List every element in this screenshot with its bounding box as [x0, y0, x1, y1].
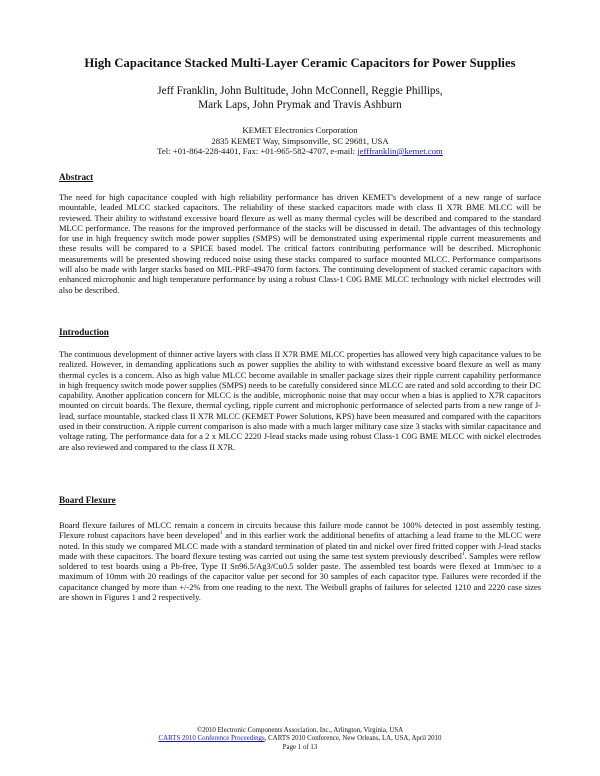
footer-copyright: ©2010 Electronic Components Association, Inc., Arlington, Virginia, USA	[196, 727, 404, 734]
page-footer	[0, 727, 600, 752]
abstract-text: The need for high capacitance coupled with high reliability performance has driven KEMET's development of a new range of surface mountable, leaded MLCC stacked capacitors. The reliability of these stacked capacitors made with class II X7R BME MLCC will be reviewed. Their ability to withstand excessive board flexure as well as many thermal cycles will be described and compared to the standard MLCC performance. The reasons for the improved performance of the stacks will be discussed in detail. The advantages of this technology for use in high frequency switch mode power supplies (SMPS) will be demonstrated using experimental ripple current measurements and these results will be compared to a SPICE based model. The critical factors contributing performance will be described. Microphonic measurements will be presented showing reduced noise using these stacks compared to surface mounted MLCC. Performance comparisons will also be made with larger stacks based on MIL-PRF-49470 form factors. The continuing development of stacked ceramic capacitors with enhanced microphonic and high temperature performance by using a robust Class-1 C0G BME MLCC technology with nickel electrodes will also be described.	[59, 192, 541, 295]
flexure-text-part-1: Board flexure failures of MLCC remain a concern in circuits because this failure mode cannot be 100% detected in post assembly testing. Flexure robust capacitors have been developed	[59, 520, 541, 541]
abstract-heading: Abstract	[59, 172, 94, 182]
introduction-heading: Introduction	[59, 327, 109, 337]
email-link[interactable]: jefffranklin@kemet.com	[357, 146, 443, 156]
reference-marker: 1	[461, 551, 465, 558]
author-list	[0, 84, 600, 112]
board-flexure-heading: Board Flexure	[59, 495, 116, 505]
introduction-text: The continuous development of thinner active layers with class II X7R BME MLCC properties has allowed very high capacitance values to be realized. However, in demanding applications such as power supplies the ability to with withstand excessive board flexure as well as many thermal cycles is a concern. Also as high value MLCC become available in smaller package sizes their ripple current capability performance in high frequency switch mode power supplies (SMPS) needs to be carefully considered since MLCC are rated and sold according to their DC capability. Another application concern for MLCC is the audible, microphonic noise that may occur when a bias is applied to X7R capacitors mounted on circuit boards. The flexure, thermal cycling, ripple current and microphonic performance of selected parts from a new range of J-lead, surface mountable, stacked class II X7R MLCC (KEMET Power Solutions, KPS) have been measured and compared with the capacitors used in their construction. A ripple current comparison is also made with a much larger military case size 3 stacks with similar capacitance and voltage rating. The performance data for a 2 x MLCC 2220 J-lead stacks made using robust Class-1 C0G BME MLCC with nickel electrodes are also reviewed and compared to the class II X7R.	[59, 349, 541, 452]
board-flexure-text	[59, 520, 541, 602]
authors-line-1: Jeff Franklin, John Bultitude, John McConnell, Reggie Phillips,	[157, 85, 443, 97]
reference-marker: 1	[219, 530, 223, 537]
flexure-text-part-2: and in this earlier work the additional benefits of attaching a lead frame to the MLCC were noted. In this study we compared MLCC made with a standard termination of plated tin and nickel over fired fritted copper with J-lead stacks made with these capacitors. The board flexure testing was carried out using the same test system previously described	[59, 530, 541, 561]
affiliation-org: KEMET Electronics Corporation	[242, 125, 358, 135]
page-number: Page 1 of 13	[282, 743, 318, 751]
affiliation-contact	[0, 146, 600, 157]
contact-phone-fax: Tel: +01-864-228-4401, Fax: +01-965-582-4707, e-mail:	[157, 146, 358, 156]
flexure-text-part-3: . Samples were reflow soldered to test boards using a Pb-free, Type II Sn96.5/Ag3/Cu0.5 solder paste. The assembled test boards were flexed at 1mm/sec to a maximum of 10mm with 20 readings of the capacitor value per second for 30 samples of each capacitor type. Failures were recorded if the capacitance changed by more than +/-2% from one reading to the next. The Weibull graphs of failures for selected 1210 and 2220 case sizes are shown in Figures 1 and 2 respectively.	[59, 550, 541, 603]
proceedings-link[interactable]: CARTS 2010 Conference Proceedings	[158, 735, 265, 743]
affiliation	[0, 125, 600, 157]
affiliation-address: 2835 KEMET Way, Simpsonville, SC 29681, USA	[211, 135, 389, 146]
paper-title: High Capacitance Stacked Multi-Layer Ceramic Capacitors for Power Supplies	[84, 56, 516, 70]
footer-conference: , CARTS 2010 Conference, New Orleans, LA, USA, April 2010	[264, 735, 442, 743]
footer-proceedings	[0, 735, 600, 743]
authors-line-2: Mark Laps, John Prymak and Travis Ashburn	[198, 99, 402, 111]
